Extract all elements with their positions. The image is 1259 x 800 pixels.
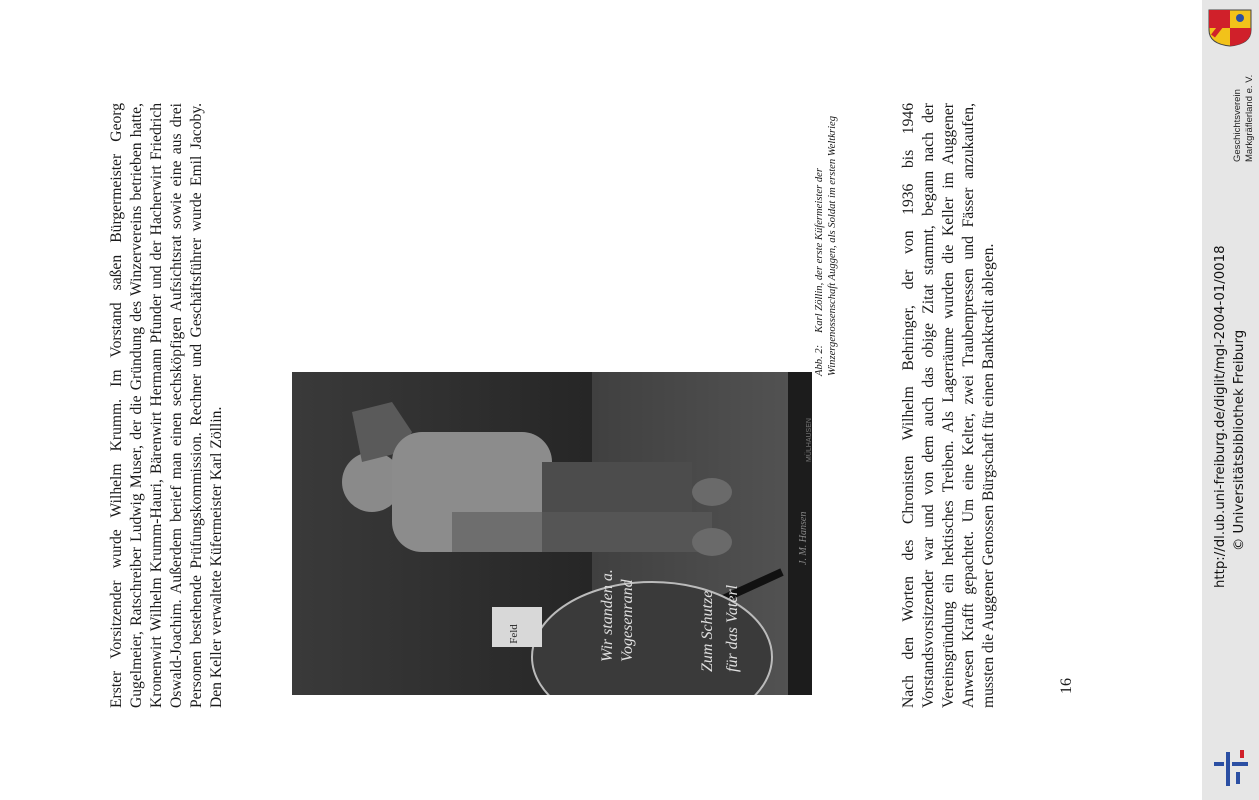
photographer-place: MÜLHAUSEN bbox=[806, 418, 813, 462]
shield-text-1: Wir standen a. bbox=[599, 569, 616, 662]
crest-icon bbox=[1207, 8, 1253, 48]
body-paragraph-1: Erster Vorsitzender wurde Wilhelm Krumm. Im Vorstand saßen Bürgermeister Georg Gugelmeier, Ratschreiber Ludwig Muser, der die Gründung des Winzervereins betrieben hatte, Kronenwirt Wilhelm Krumm-Hauri, Bärenwirt Hermann Pfunder und der Hacherwirt Friedrich Oswald-Joachim. Außerdem berief man einen sechsköpfigen Aufsichtsrat sowie eine aus drei Personen bestehende Prüfungskommission. Rechner und Geschäftsführer wurde Emil Jacoby. Den Keller verwaltete Küfermeister Karl Zöllin. bbox=[108, 103, 226, 708]
shield-text-4: für das Vaterl bbox=[724, 584, 741, 672]
org-name-line-2: Markgräflerland e. V. bbox=[1244, 74, 1255, 162]
shield-text-2: Vogesenrand bbox=[619, 579, 636, 662]
university-library-logo-icon bbox=[1210, 748, 1252, 790]
permalink-url[interactable]: http://dl.ub.uni-freiburg.de/diglit/mgl-2004-01/0018 bbox=[1213, 245, 1228, 588]
copyright-notice: © Universitätsbibliothek Freiburg bbox=[1232, 329, 1247, 551]
page-number: 16 bbox=[1058, 678, 1075, 694]
caption-label: Abb. 2: bbox=[814, 344, 825, 376]
photographer-signature: J. M. Hansen bbox=[798, 511, 809, 565]
svg-text:Feld bbox=[508, 624, 520, 644]
caption-text: Karl Zöllin, der erste Küfermeister der Winzergenossenschaft Auggen, als Soldat im ersten Weltkrieg bbox=[814, 115, 838, 376]
sign-text: Feld bbox=[508, 624, 520, 644]
historical-photo-soldier bbox=[292, 372, 788, 695]
figure-caption bbox=[813, 96, 839, 376]
org-name-line-1: Geschichtsverein bbox=[1232, 89, 1243, 162]
body-paragraph-2: Nach den Worten des Chronisten Wilhelm Behringer, der von 1936 bis 1946 Vorstandsvorsitzender war und von dem auch das obige Zitat stammt, begann nach der Vereinsgründung ein hektisches Treiben. Als Lagerräume wurden die Keller im Auggener Anwesen Krafft gepachtet. Um eine Kelter, zwei Traubenpressen und Fässer anzukaufen, mussten die Auggener Genossen Bürgschaft für einen Bankkredit ablegen. bbox=[900, 103, 998, 708]
shield-text-3: Zum Schutze bbox=[699, 590, 716, 672]
